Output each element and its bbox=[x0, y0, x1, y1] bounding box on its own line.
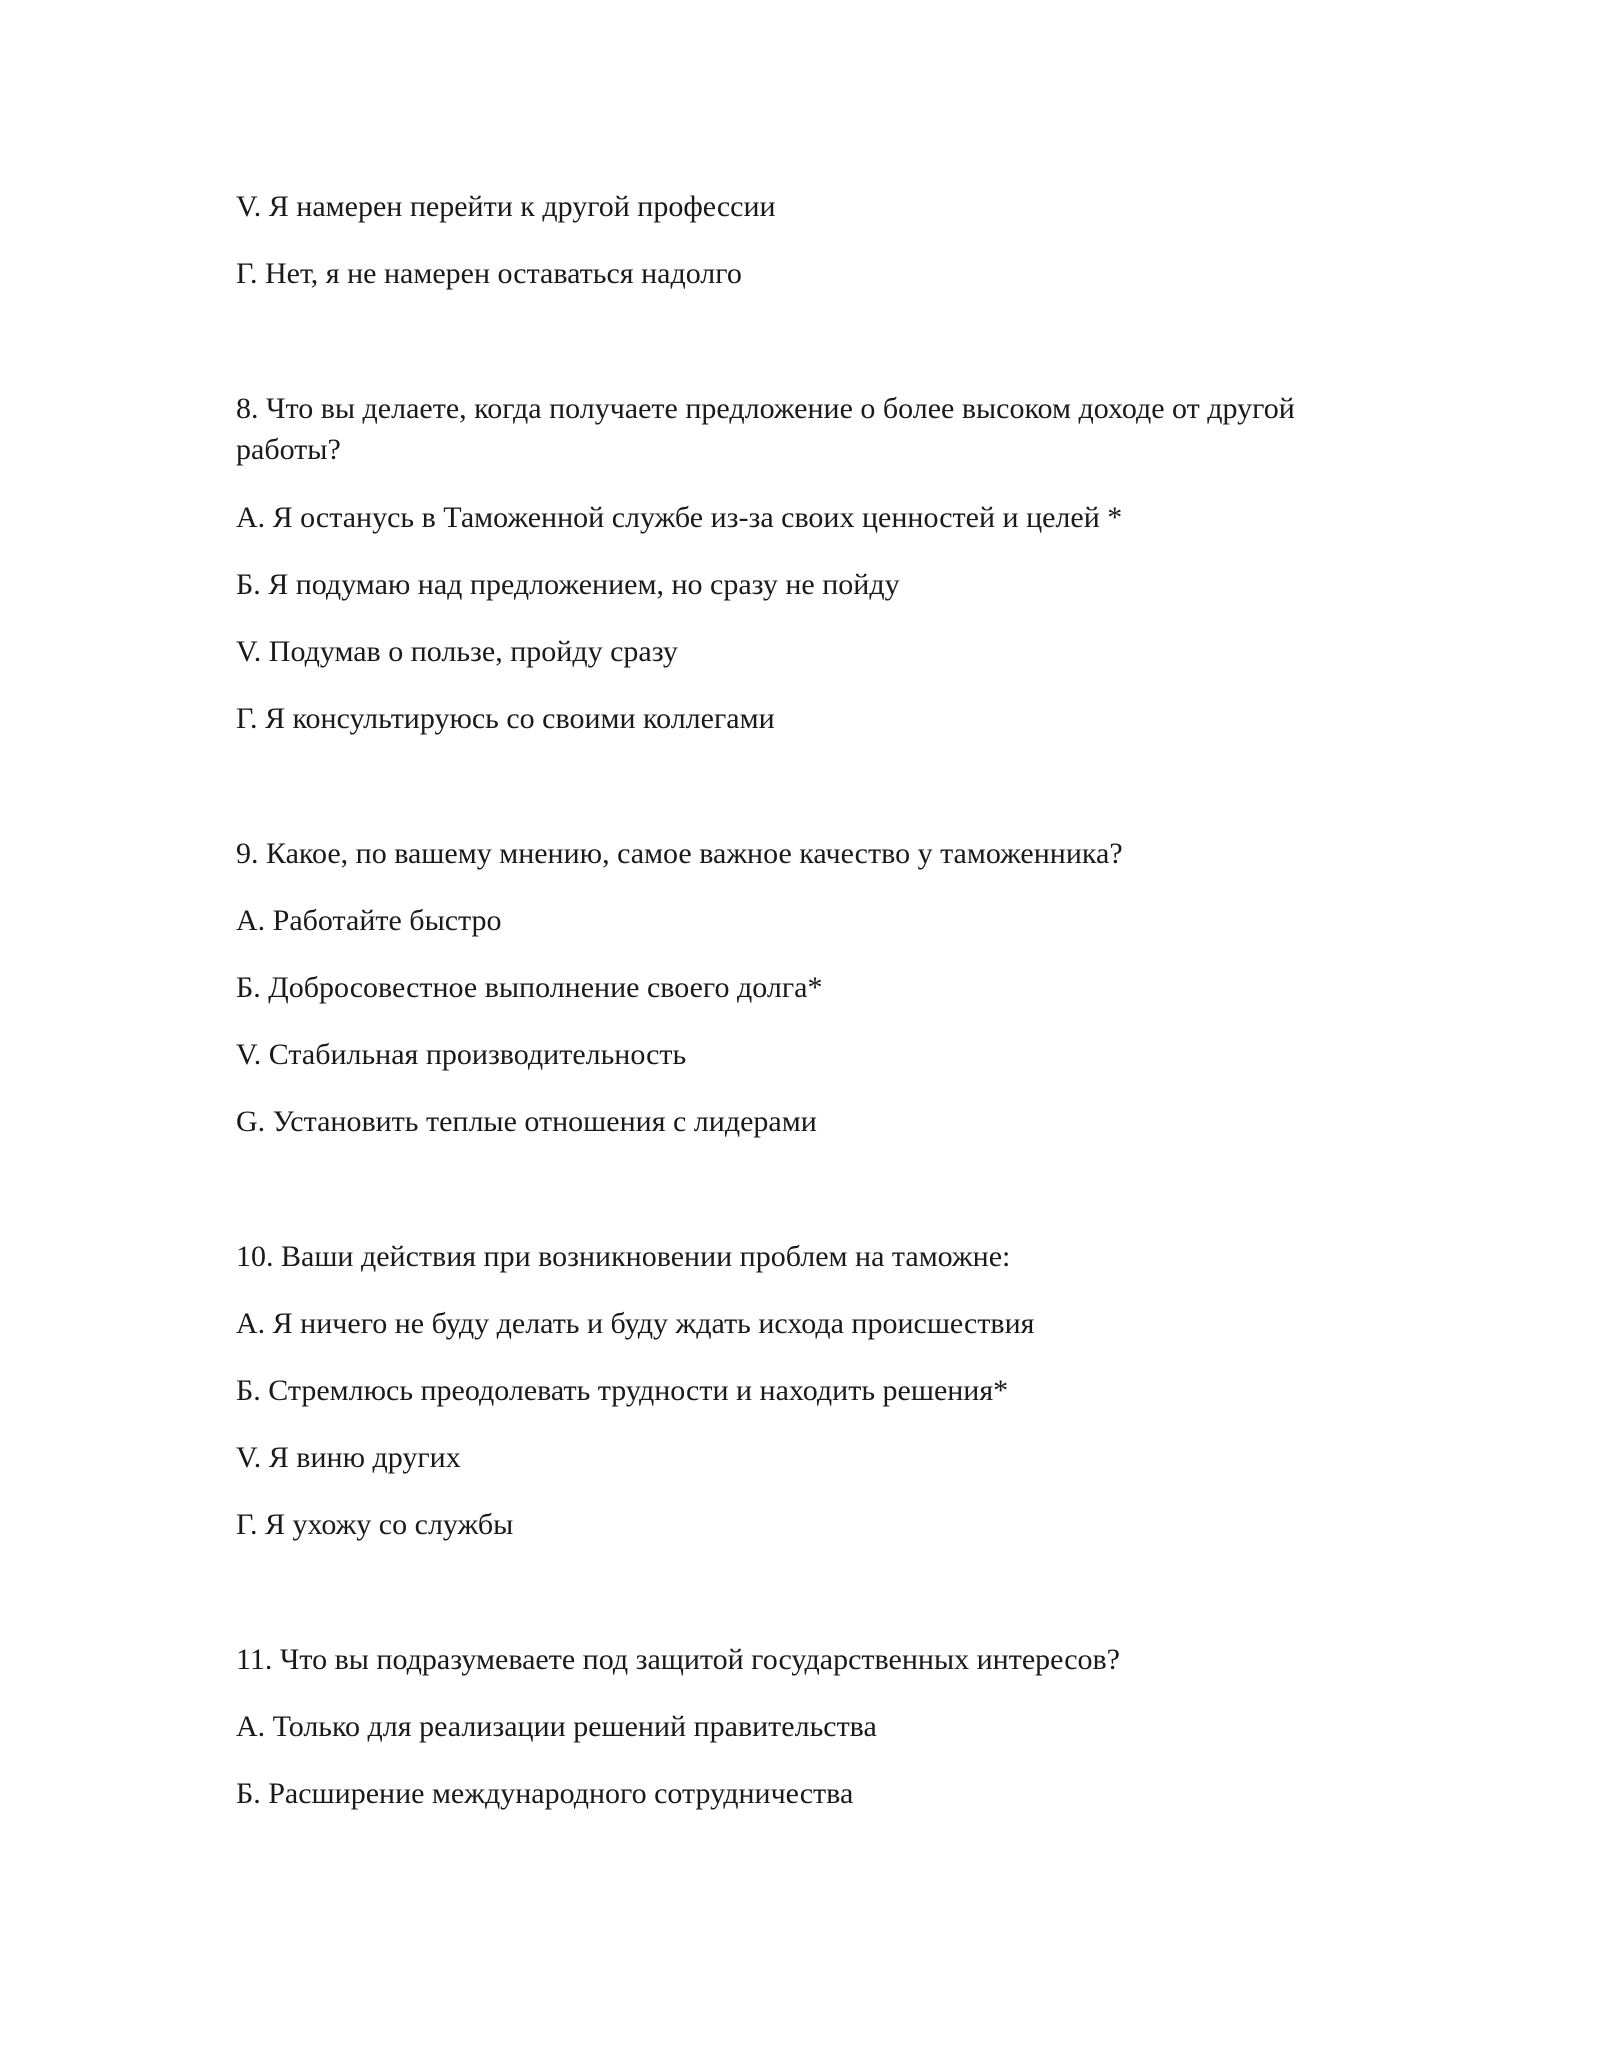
answer-option-10a: А. Я ничего не буду делать и буду ждать исхода происшествия bbox=[236, 1307, 1035, 1340]
answer-option-8b: Б. Я подумаю над предложением, но сразу не пойду bbox=[236, 568, 900, 601]
answer-option-9a: А. Работайте быстро bbox=[236, 904, 502, 937]
question-10: 10. Ваши действия при возникновении проблем на таможне: bbox=[236, 1240, 1011, 1273]
answer-option-10v: V. Я виню других bbox=[236, 1441, 461, 1474]
answer-option-9v: V. Стабильная производительность bbox=[236, 1038, 687, 1071]
answer-option-10b: Б. Стремлюсь преодолевать трудности и находить решения* bbox=[236, 1374, 1009, 1407]
answer-option-7v: V. Я намерен перейти к другой профессии bbox=[236, 190, 776, 223]
answer-option-9g: G. Установить теплые отношения с лидерами bbox=[236, 1105, 817, 1138]
answer-option-7g: Г. Нет, я не намерен оставаться надолго bbox=[236, 257, 742, 290]
answer-option-11b: Б. Расширение международного сотрудничества bbox=[236, 1777, 854, 1810]
answer-option-8g: Г. Я консультируюсь со своими коллегами bbox=[236, 702, 775, 735]
answer-option-9b: Б. Добросовестное выполнение своего долга* bbox=[236, 971, 823, 1004]
answer-option-8v: V. Подумав о пользе, пройду сразу bbox=[236, 635, 678, 668]
answer-option-11a: А. Только для реализации решений правительства bbox=[236, 1710, 877, 1743]
answer-option-10g: Г. Я ухожу со службы bbox=[236, 1508, 514, 1541]
question-8: 8. Что вы делаете, когда получаете предложение о более высоком доходе от другой работы? bbox=[236, 392, 1295, 466]
question-11: 11. Что вы подразумеваете под защитой государственных интересов? bbox=[236, 1643, 1120, 1676]
answer-option-8a: А. Я останусь в Таможенной службе из-за своих ценностей и целей * bbox=[236, 501, 1123, 534]
question-9: 9. Какое, по вашему мнению, самое важное качество у таможенника? bbox=[236, 837, 1123, 870]
